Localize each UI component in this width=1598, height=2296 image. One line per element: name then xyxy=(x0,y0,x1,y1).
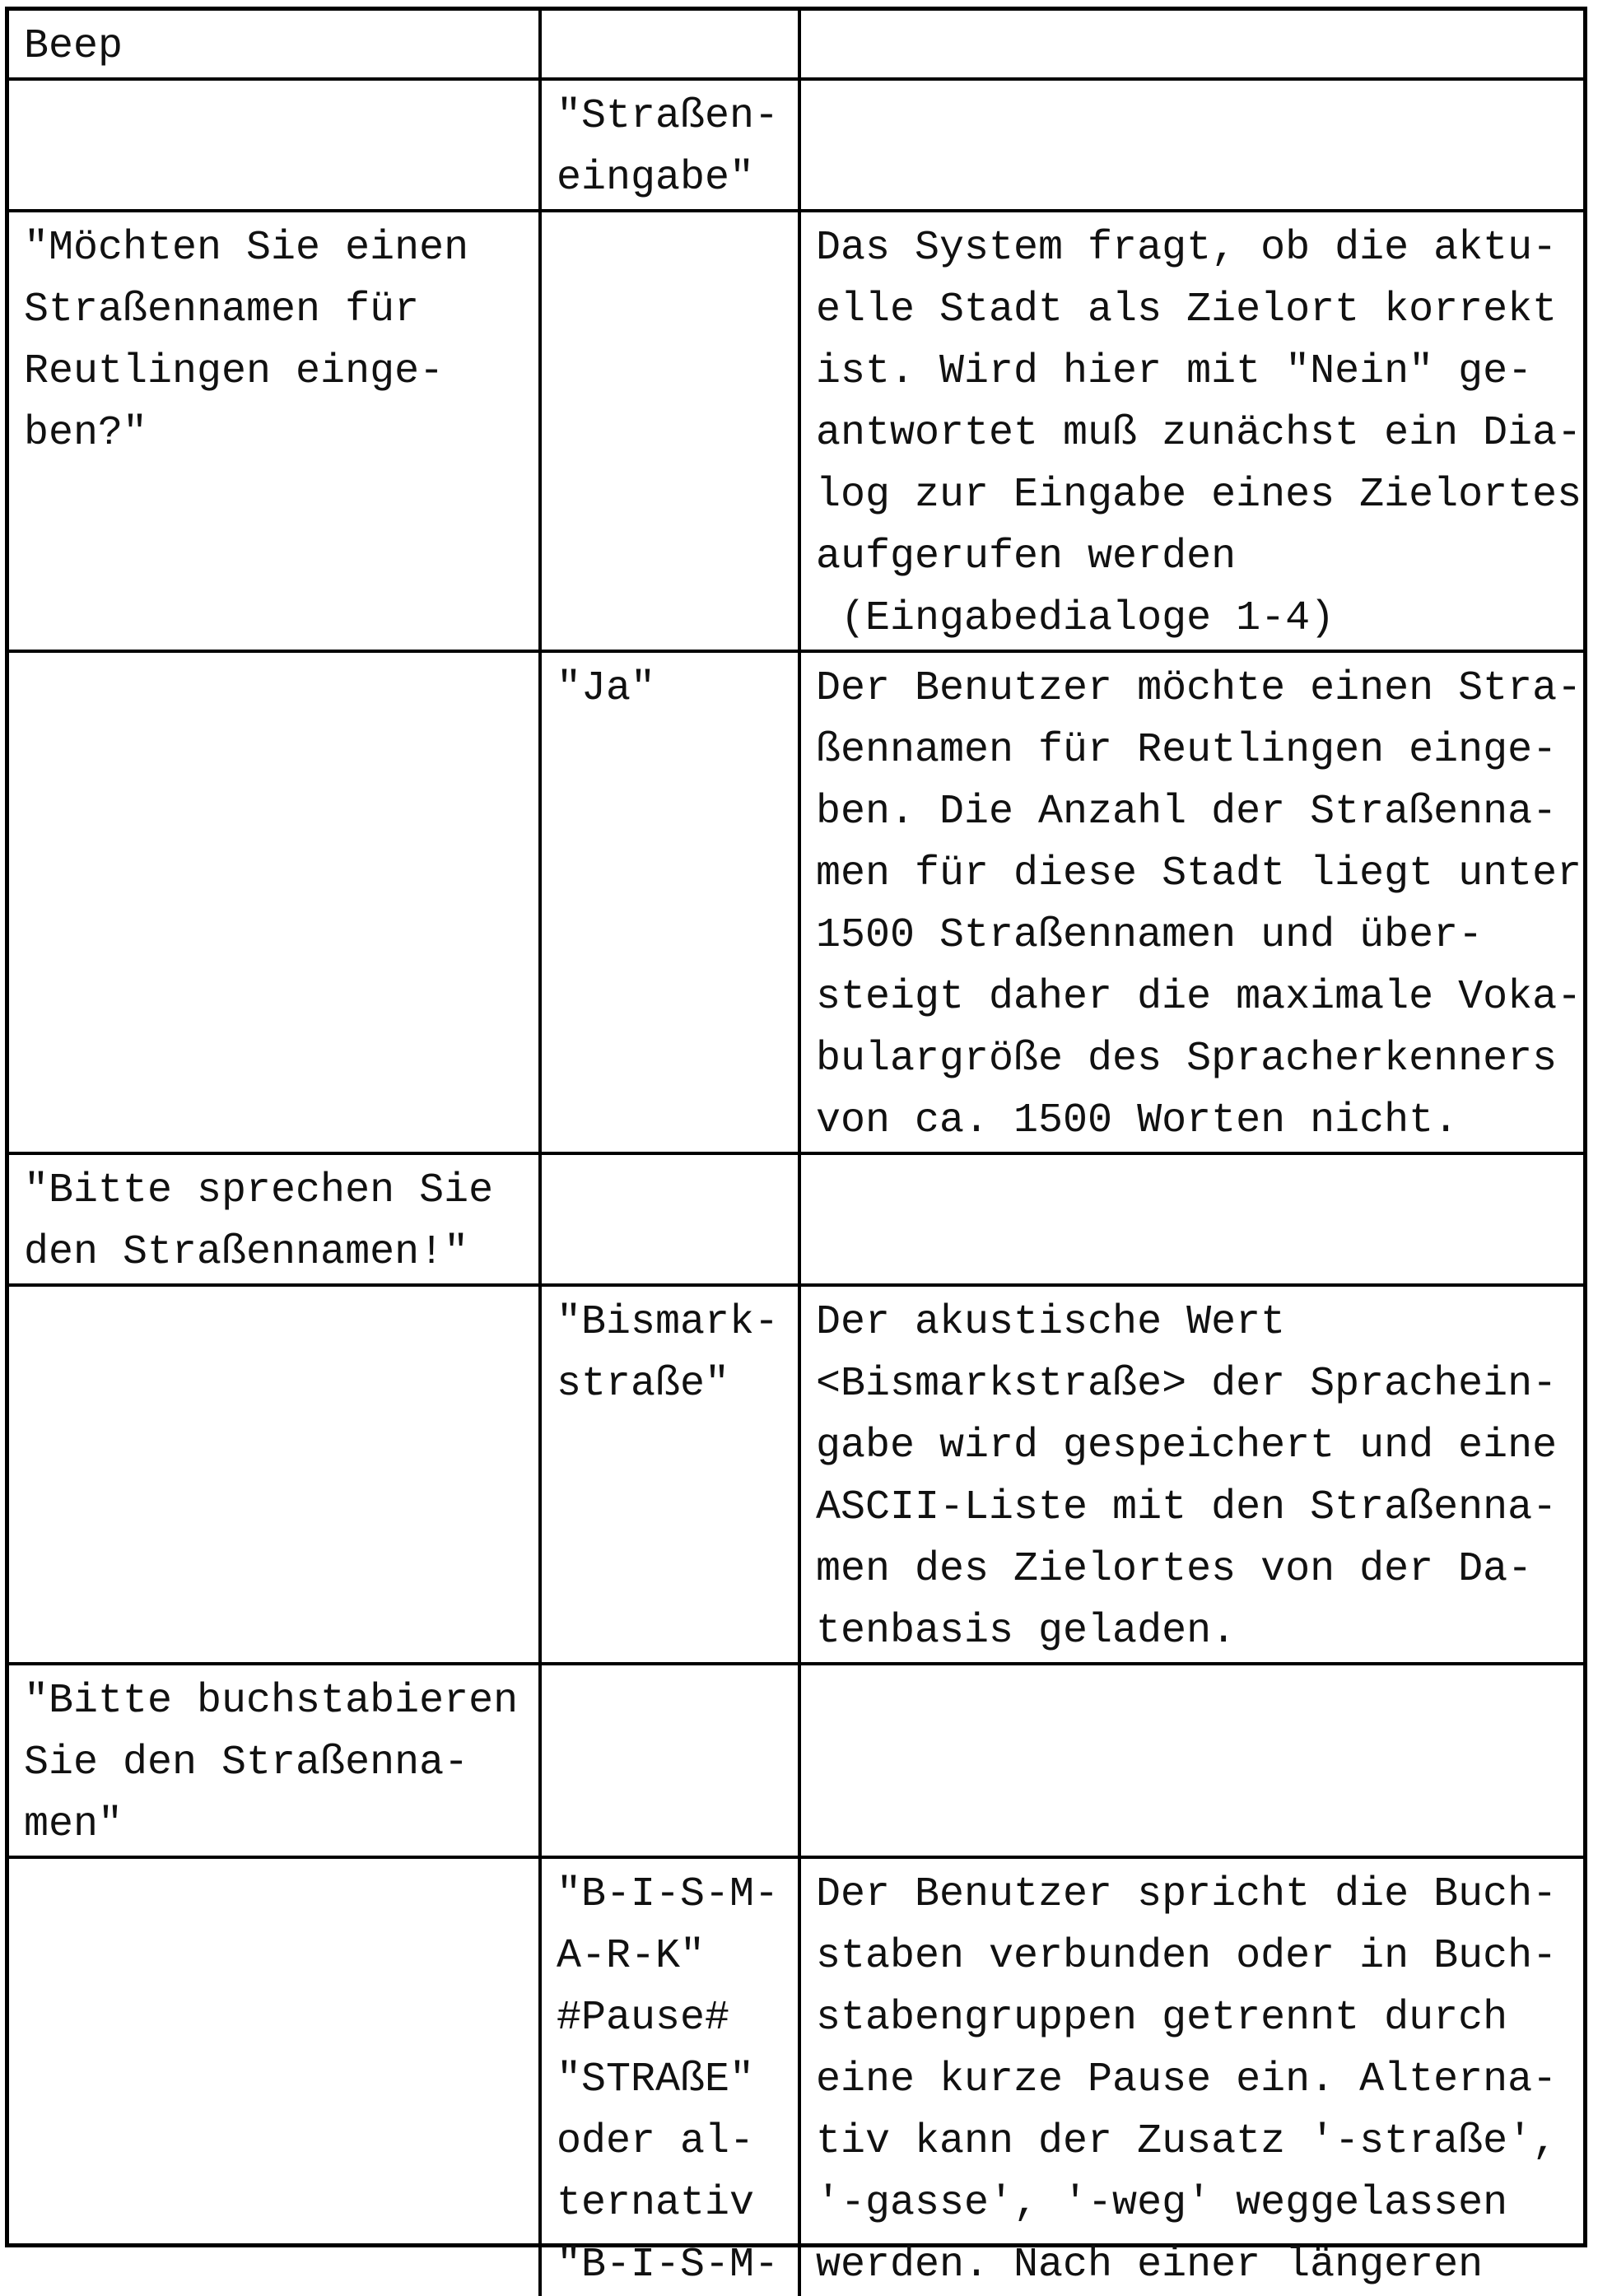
user-input-cell xyxy=(540,1285,799,1664)
system-prompt-cell xyxy=(9,211,540,651)
table-row xyxy=(9,1285,1583,1664)
cell-line: (Eingabedialoge 1-4) xyxy=(816,595,1335,642)
cell-line: ternativ xyxy=(557,2180,755,2227)
cell-line: "B-I-S-M- xyxy=(557,1871,780,1918)
comment-cell xyxy=(799,11,1583,79)
cell-line: "Bismark- xyxy=(557,1299,780,1346)
dialog-table xyxy=(9,11,1583,2296)
comment-cell xyxy=(799,651,1583,1153)
system-prompt-cell xyxy=(9,1285,540,1664)
cell-line: "Bitte sprechen Sie xyxy=(24,1167,494,1214)
cell-line: <Bismarkstraße> der Sprachein- xyxy=(816,1361,1558,1408)
user-input-cell xyxy=(540,11,799,79)
table-row xyxy=(9,79,1583,211)
user-input-cell xyxy=(540,1664,799,1857)
cell-line: #Pause# xyxy=(557,1995,730,2042)
user-input-cell xyxy=(540,1153,799,1285)
cell-line: werden. Nach einer längeren xyxy=(816,2242,1484,2289)
table-row xyxy=(9,651,1583,1153)
cell-line: Der Benutzer spricht die Buch- xyxy=(816,1871,1558,1918)
cell-line: ben. Die Anzahl der Straßenna- xyxy=(816,789,1558,836)
cell-line: Straßennamen für xyxy=(24,286,420,333)
cell-line: von ca. 1500 Worten nicht. xyxy=(816,1097,1459,1144)
cell-line: aufgerufen werden xyxy=(816,533,1237,580)
cell-line: ist. Wird hier mit "Nein" ge- xyxy=(816,348,1533,395)
system-prompt-cell xyxy=(9,79,540,211)
table-row xyxy=(9,11,1583,79)
cell-line: '-gasse', '-weg' weggelassen xyxy=(816,2180,1508,2227)
cell-line: log zur Eingabe eines Zielortes xyxy=(816,472,1582,519)
cell-line: "Möchten Sie einen xyxy=(24,225,469,272)
cell-line: "Bitte buchstabieren xyxy=(24,1678,519,1725)
cell-line: Der akustische Wert xyxy=(816,1299,1286,1346)
cell-line: "Straßen- xyxy=(557,93,780,140)
system-prompt-cell xyxy=(9,1857,540,2296)
cell-line: oder al- xyxy=(557,2118,755,2165)
table-row xyxy=(9,1857,1583,2296)
cell-line: elle Stadt als Zielort korrekt xyxy=(816,286,1558,333)
cell-line: 1500 Straßennamen und über- xyxy=(816,912,1484,959)
comment-cell xyxy=(799,1857,1583,2296)
cell-line: ASCII-Liste mit den Straßenna- xyxy=(816,1484,1558,1531)
dialog-table-page xyxy=(5,7,1587,2289)
dialog-table-body xyxy=(9,11,1583,2296)
cell-line: antwortet muß zunächst ein Dia- xyxy=(816,410,1582,457)
cell-line: "STRAßE" xyxy=(557,2056,755,2103)
cell-line: ßennamen für Reutlingen einge- xyxy=(816,727,1558,774)
cell-line: Reutlingen einge- xyxy=(24,348,445,395)
user-input-cell xyxy=(540,651,799,1153)
comment-cell xyxy=(799,79,1583,211)
cell-line: eingabe" xyxy=(557,155,755,202)
cell-line: men für diese Stadt liegt unter xyxy=(816,850,1582,897)
cell-line: "Ja" xyxy=(557,665,656,712)
table-row xyxy=(9,211,1583,651)
cell-line: A-R-K" xyxy=(557,1933,706,1980)
system-prompt-cell xyxy=(9,1153,540,1285)
comment-cell xyxy=(799,1153,1583,1285)
cell-line: Sie den Straßenna- xyxy=(24,1739,469,1786)
table-row xyxy=(9,1664,1583,1857)
system-prompt-cell xyxy=(9,11,540,79)
comment-cell xyxy=(799,1285,1583,1664)
cell-line: Das System fragt, ob die aktu- xyxy=(816,225,1558,272)
cell-line: "B-I-S-M- xyxy=(557,2242,780,2289)
table-row xyxy=(9,1153,1583,1285)
system-prompt-cell xyxy=(9,651,540,1153)
cell-line: gabe wird gespeichert und eine xyxy=(816,1423,1558,1469)
cell-line: tiv kann der Zusatz '-straße', xyxy=(816,2118,1558,2165)
cell-line: staben verbunden oder in Buch- xyxy=(816,1933,1558,1980)
cell-line: Der Benutzer möchte einen Stra- xyxy=(816,665,1582,712)
comment-cell xyxy=(799,1664,1583,1857)
cell-line: tenbasis geladen. xyxy=(816,1608,1237,1655)
cell-line: ben?" xyxy=(24,410,148,457)
cell-line: men des Zielortes von der Da- xyxy=(816,1546,1533,1593)
user-input-cell xyxy=(540,1857,799,2296)
cell-line: eine kurze Pause ein. Alterna- xyxy=(816,2056,1558,2103)
user-input-cell xyxy=(540,211,799,651)
cell-line: den Straßennamen!" xyxy=(24,1229,469,1276)
comment-cell xyxy=(799,211,1583,651)
user-input-cell xyxy=(540,79,799,211)
cell-line: Beep xyxy=(24,23,123,70)
cell-line: bulargröße des Spracherkenners xyxy=(816,1036,1558,1083)
cell-line: straße" xyxy=(557,1361,730,1408)
cell-line: steigt daher die maximale Voka- xyxy=(816,974,1582,1021)
cell-line: men" xyxy=(24,1801,123,1848)
cell-line: stabengruppen getrennt durch xyxy=(816,1995,1508,2042)
system-prompt-cell xyxy=(9,1664,540,1857)
